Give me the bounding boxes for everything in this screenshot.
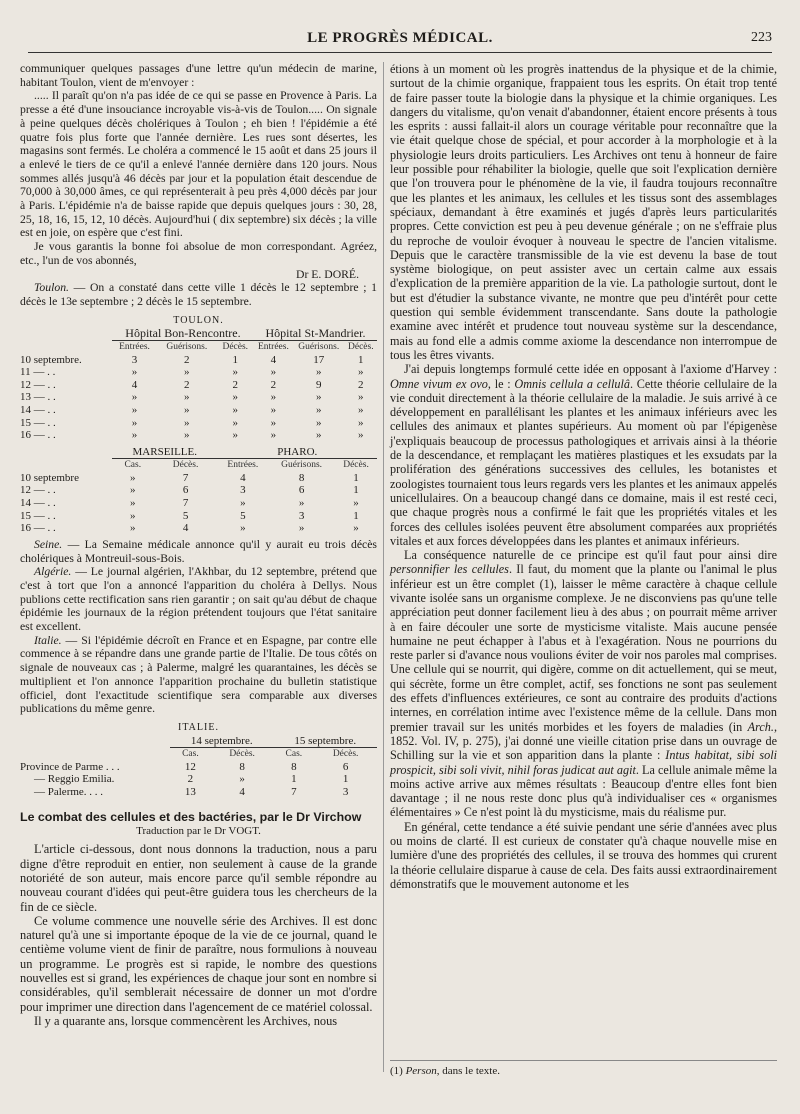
translation-credit: Traduction par le Dr VOGT. bbox=[136, 824, 261, 837]
table-row: 16 — . . » » » » » » bbox=[20, 429, 364, 442]
table-row: 14 — . . » » » » » » bbox=[20, 403, 364, 416]
column-header: Décès. bbox=[229, 749, 255, 760]
column-header: Guérisons. bbox=[281, 460, 323, 471]
journal-title: LE PROGRÈS MÉDICAL. bbox=[307, 30, 493, 46]
table-row: 10 septembre » 7 4 8 1 bbox=[20, 471, 359, 484]
table-row: 11 — . . » » » » » » bbox=[20, 366, 364, 379]
table-row: 10 septembre. 3 2 1 4 17 1 bbox=[20, 353, 364, 366]
column-header: Entrées. bbox=[227, 460, 259, 471]
date-header: 14 septembre. bbox=[170, 735, 273, 748]
table-row: — Reggio Emilia. 2 » 1 1 bbox=[34, 773, 349, 786]
paragraph-text: — Le journal algérien, l'Akhbar, du 12 septembre, prétend que c'est à tort que l'on a annoncé l'apparition du choléra à Dellys. Nous publions cette rectification sans rien garantir ; on sait qu'au début de chaque épidémie les journaux de la région prétendent toujours que l'état sanitaire est excellent. bbox=[20, 565, 377, 634]
hospital-header: Hôpital St-Mandrier. bbox=[254, 327, 377, 340]
column-divider bbox=[383, 62, 384, 1072]
paragraph-algerie bbox=[20, 565, 377, 634]
table-row: 15 — . . » 5 5 3 1 bbox=[20, 509, 359, 522]
table-row: 15 — . . » » » » » » bbox=[20, 416, 364, 429]
place-label: Algérie. bbox=[34, 565, 72, 579]
table-row: 14 — . . » 7 » » » bbox=[20, 497, 359, 510]
column-header: Décès. bbox=[343, 460, 369, 471]
article-title: Le combat des cellules et des bactéries, par le Dr Virchow bbox=[20, 809, 362, 824]
table-row: 13 — . . » » » » » » bbox=[20, 391, 364, 404]
column-header: Guérisons. bbox=[166, 341, 208, 352]
toulon-table bbox=[20, 327, 377, 441]
column-header: Décès. bbox=[222, 341, 249, 352]
table-row: — Palerme. . . . 13 4 7 3 bbox=[34, 786, 349, 799]
column-header: Décès. bbox=[172, 460, 199, 471]
column-header: Décès. bbox=[332, 749, 359, 760]
hospital-header: Hôpital Bon-Rencontre. bbox=[112, 327, 254, 340]
right-column bbox=[390, 62, 777, 891]
table-title: ITALIE. bbox=[178, 722, 219, 733]
paragraph-text: — Si l'épidémie décroît en France et en Espagne, par contre elle commence à se répandre dans une grande partie de l'Italie. De tous côtés on signale de nouveaux cas ; à Palerme, malgré les quarantaines, les décès se multiplient et l'on annonce l'apparition prochaine du bulletin statistique officiel, dont l'exactitude scientifique sera comparable aux diverses publications du même genre. bbox=[20, 633, 377, 716]
column-header: Décès. bbox=[348, 341, 374, 352]
paragraph: communiquer quelques passages d'une lettre qu'un médecin de marine, habitant Toulon, vient de m'envoyer : bbox=[20, 62, 377, 89]
paragraph: Ce volume commence une nouvelle série des Archives. Il est donc naturel qu'à une si importante époque de la vie de ce journal, quand le centième volume vient de finir de paraître, nous formulions à nouveau un programme. Le progrès est si rapide, le nombre des questions nouvelles est si grand, les expériences de chaque jour sont en nombre si considérables, qu'il semblerait nécessaire de donner un mot d'ordre pour imprimer une direction dans l'agencement de ce matériel colossal. bbox=[20, 913, 377, 1014]
column-header: Entrées. bbox=[257, 341, 289, 352]
paragraph: étions à un moment où les progrès inattendus de la physique et de la chimie, surtout de la chimie organique, frappaient tous les esprits. On était trop tenté de faire passer toute la biologie dans la physique et la chimie organiques. Les dangers du vitalisme, qu'on venait d'abandonner, étaient encore présents à tous les esprits : aussi fallait-il alors un courage véritable pour reconnaître que la vie était quelque chose de spécial, et pour accorder à la morphologie et à la physiologie leurs droits particuliers. Les Archives ont tenu à honneur de faire leur possible pour réhabiliter la biologie, quelle que soit l'explication dernière que l'on trouvera pour le phénomène de la vie, il faudra toujours reconnaître que les plantes et les animaux, les cellules et les tissus sont des assemblages spéciaux, demandant à être examinés et jugés d'après leurs particularités propres. Cette conviction est peu à peu devenue générale ; on ne s'effraie plus du reproche de vouloir évoquer à nouveau le spectre de l'ancien vitalisme. Depuis que le caractère transmissible de la vie est devenu la base de tout système biologique, on peut assister avec un certain calme aux essais d'explication de la première apparition de la vie. La pathologie surtout, dont le but est d'étudier la substance vivante, ne montre que peu d'intérêt pour cette question qui semble évidemment transcendante. Sans doute la pathologie examine avec intérêt et prudence tout nouveau système sur la descendance, mais au fond elle a admis comme axiome la descendance non interrompue de tous les êtres vivants. bbox=[390, 62, 777, 362]
paragraph-toulon bbox=[20, 281, 377, 308]
left-column bbox=[20, 62, 377, 1028]
date-header: 15 septembre. bbox=[273, 735, 377, 748]
table-row: 16 — . . » 4 » » » bbox=[20, 522, 359, 535]
column-header: Entrées. bbox=[119, 341, 150, 352]
column-header: Guérisons. bbox=[298, 341, 340, 352]
table-row: 12 — . . » 6 3 6 1 bbox=[20, 484, 359, 497]
column-header: Cas. bbox=[285, 749, 303, 760]
paragraph-seine bbox=[20, 538, 377, 565]
marseille-pharo-table bbox=[20, 446, 377, 535]
paragraph: En général, cette tendance a été suivie pendant une série d'années avec plus ou moins de clarté. Il est curieux de constater qu'à chaque nouvelle mise en lumière d'une des propriétés des cellules, il se trouva des hommes qui crurent la théorie cellulaire disparue à cause de cela. Des faits aussi extraordinairement démonstratifs que le mouvement autonome et les bbox=[390, 819, 777, 891]
column-header: Cas. bbox=[124, 460, 142, 471]
place-label: Italie. bbox=[34, 633, 62, 647]
footnote: (1) Person, dans le texte. bbox=[390, 1060, 777, 1077]
table-group-title: MARSEILLE. bbox=[112, 446, 218, 459]
italie-table bbox=[20, 735, 377, 799]
paragraph: Je vous garantis la bonne foi absolue de mon correspondant. Agréez, etc., l'un de vos abonnés, bbox=[20, 240, 377, 267]
table-group-title: PHARO. bbox=[218, 446, 377, 459]
place-label: Toulon. bbox=[34, 281, 69, 295]
paragraph-italie bbox=[20, 634, 377, 716]
paragraph: La conséquence naturelle de ce principe est qu'il faut pour ainsi dire personnifier les cellules. Il faut, du moment que la plante ou l'animal le plus inférieur est un être complet (1), laisser le même caractère à chaque cellule vivante isolée sans un organisme complexe. Je ne disconviens pas qu'une telle appréciation peut donner facilement lieu à des abus ; on pourrait même arriver à en faire découler une sorte de mysticisme vitaliste. Mais aucune pensée humaine ne peut échapper à l'abus et à l'exagération. Nous ne pourrions du reste parler si d'avance nous voulions éviter de voir nos paroles mal comprises. Une cellule qui se nourrit, qui digère, comme on dit actuellement, qui se meut, qui sécrète, forme un être complet, actif, ses fonctions ne sont pas seulement des effets d'influences extérieures, ce sont au contraire des produits d'actions internes, en corrélation intime avec l'existence même de la cellule. Dans mon premier travail sur les unités morbides et les foyers de maladies (in Arch., 1852. Vol. IV, p. 275), j'ai donné une vieille citation prise dans un ouvrage de Schilling sur la vie et son apparition dans la plante : Intus habitat, sibi soli prospicit, sibi soli vivit, nihil foras judicat aut agit. La cellule animale même la moins active arrive aux mêmes résultats : Beaucoup d'entre elles font bien davantage ; il ne nous reste donc plus qu'à individualiser ces « organismes élémentaires » Ce n'est point là du mysticisme, mais du réalisme pur. bbox=[390, 548, 777, 820]
table-title: TOULON. bbox=[173, 314, 224, 326]
table-row: 12 — . . 4 2 2 2 9 2 bbox=[20, 378, 364, 391]
paragraph-text: — La Semaine médicale annonce qu'il y aurait eu trois décès cholériques à Montreuil-sous-Bois. bbox=[20, 537, 377, 565]
table-row: Province de Parme . . . 12 8 8 6 bbox=[20, 760, 349, 773]
page-header bbox=[28, 30, 772, 53]
place-label: Seine. bbox=[34, 537, 63, 551]
paragraph: Il y a quarante ans, lorsque commencèrent les Archives, nous bbox=[34, 1013, 338, 1028]
page-number: 223 bbox=[751, 30, 772, 45]
paragraph-text: — On a constaté dans cette ville 1 décès le 12 septembre ; 1 décès le 13e septembre ; 2 décès le 15 septembre. bbox=[20, 281, 377, 308]
paragraph: L'article ci-dessous, dont nous donnons la traduction, nous a paru digne d'être reproduit en entier, non seulement à cause de la grande notoriété de son auteur, mais encore parce qu'il semble répondre au nouveau courant d'idées qui peut-être guidera tous les chercheurs de la fin de ce siècle. bbox=[20, 842, 377, 914]
column-header: Cas. bbox=[182, 749, 199, 760]
signature: Dr E. DORÉ. bbox=[296, 267, 359, 281]
letter-quote: ..... Il paraît qu'on n'a pas idée de ce qui se passe en Provence à Paris. La presse a été d'une insouciance incroyable vis-à-vis de Toulon..... On signale à peine quelques décès cholériques à Toulon ; eh bien ! l'épidémie a été quatre fois plus forte que l'année dernière. Les rues sont désertes, les magasins sont fermés. Le choléra a commencé le 15 août et dans 25 jours il a enlevé le tiers de ce qu'il a enlevé l'année dernière dans 120 jours. Nous sommes allés jusqu'à 46 décès par jour et la population était descendue de 70,000 à 30,000 âmes, ce qui représenterait à peu près 4,000 décès par jour à Paris. L'épidémie n'a de baisse rapide que depuis quelques jours : 30, 28, 25, 18, 16, 15, 12, 10 décès. Aujourd'hui ( dix septembre) six décès ; la ville est en joie, on espère que c'est fini. bbox=[20, 89, 377, 240]
paragraph: J'ai depuis longtemps formulé cette idée en opposant à l'axiome d'Harvey : Omne vivum ex ovo, le : Omnis cellula a cellulâ. Cette théorie cellulaire de la vie conduit directement à la théorie cellulaire de la maladie. Je suis arrivé à ce développement en parallélisant les plantes et les animaux inférieurs avec les cellules des animaux et plantes supérieurs. Au moment où par l'épigenèse j'expliquais beaucoup de processus pathologiques et arrivais ainsi à la théorie de la descendance, et remplaçant les matières plastiques et les exsudats par la prolifération des générations successives des cellules, les botanistes et zoologistes tournaient tous leurs regards vers les plantes et les animaux appelés unicellulaires. On a beaucoup changé dans ce domaine, mais il est resté ceci, que chaque progrès nous a confirmé le fait que les propriétés vitales et les forces des cellules isolées peuvent être absolument comparées aux propriétés vitales et aux forces développées dans les plantes et animaux inférieurs. bbox=[390, 362, 777, 548]
